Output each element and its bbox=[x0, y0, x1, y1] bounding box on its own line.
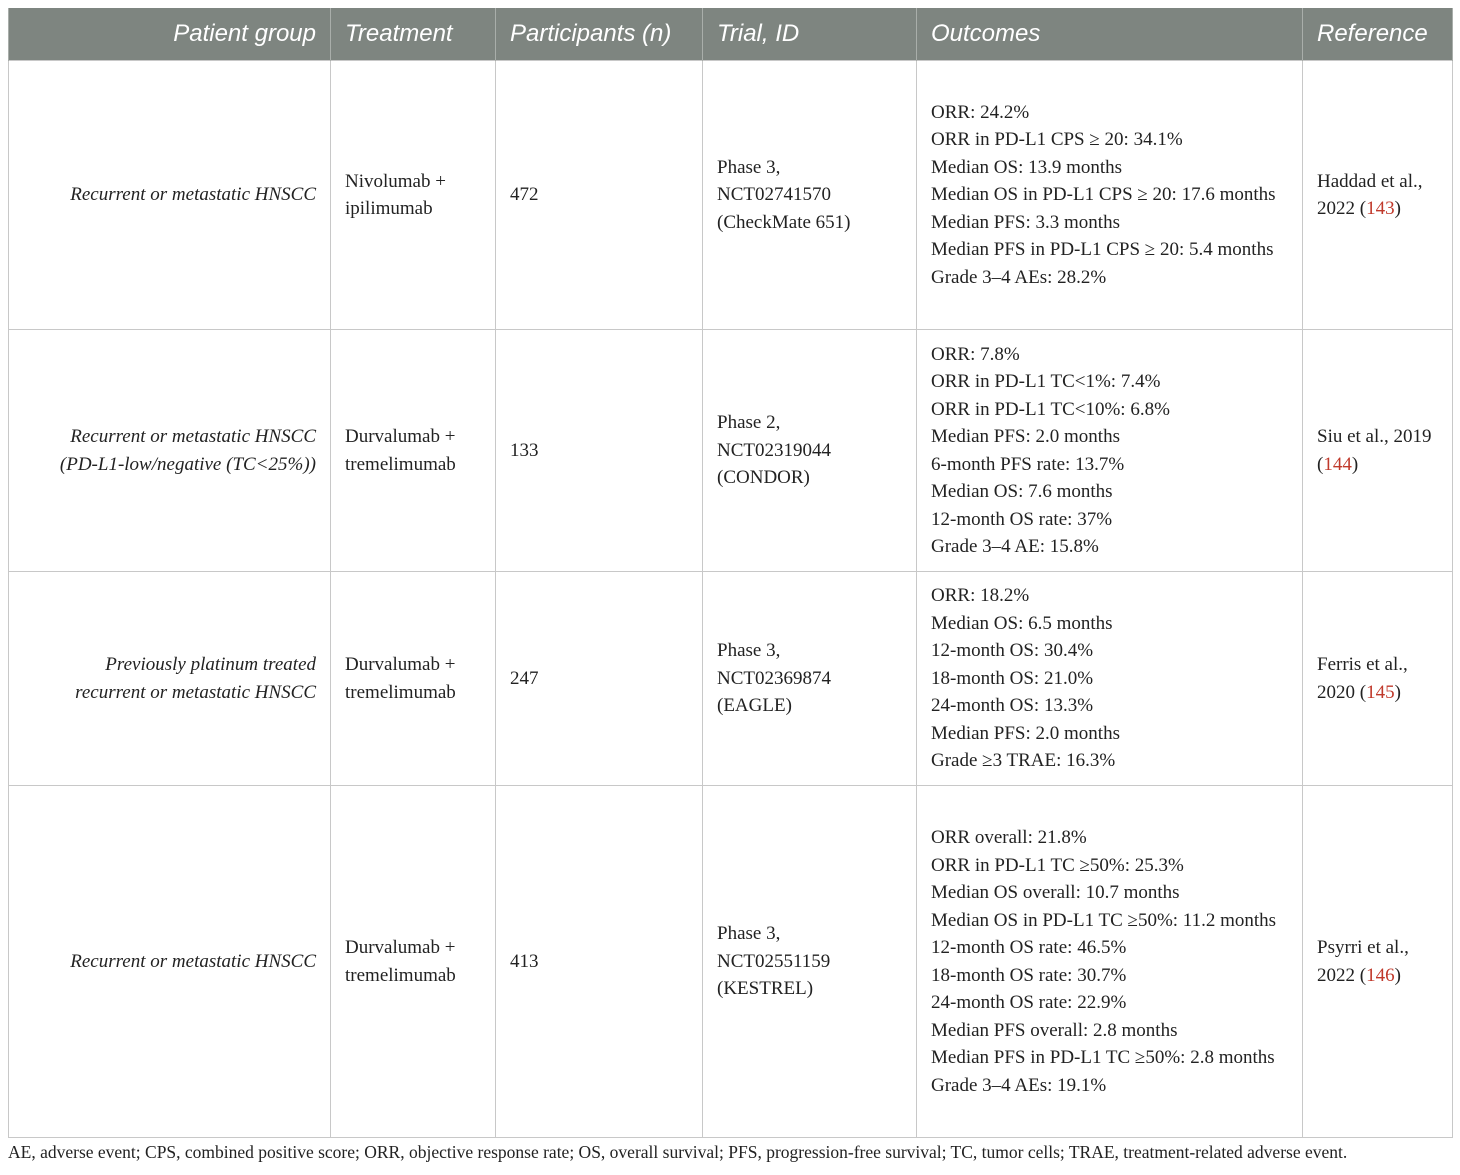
patient-group-cell bbox=[9, 572, 331, 786]
outcome-item bbox=[931, 665, 1288, 693]
reference-text: Psyrri et al., 2022 ( bbox=[1317, 937, 1409, 986]
outcome-item bbox=[931, 451, 1288, 479]
reference-link[interactable]: 143 bbox=[1366, 198, 1395, 219]
trial-cell-line: NCT02369874 bbox=[717, 667, 831, 689]
outcome-label: 18-month OS rate: bbox=[931, 964, 1073, 986]
outcome-item bbox=[931, 1072, 1288, 1100]
outcome-item bbox=[931, 824, 1288, 852]
outcome-label: Median OS: bbox=[931, 156, 1024, 178]
outcome-label: ORR in PD-L1 CPS ≥ 20: bbox=[931, 129, 1129, 151]
treatment-cell bbox=[331, 61, 496, 330]
outcome-item bbox=[931, 582, 1288, 610]
outcome-label: Median OS in PD-L1 CPS ≥ 20: bbox=[931, 184, 1177, 206]
table-row bbox=[9, 572, 1453, 786]
header-participants: Participants (n) bbox=[496, 8, 703, 61]
outcome-value: 7.8% bbox=[975, 343, 1020, 365]
outcome-label: ORR: bbox=[931, 585, 976, 607]
trial-cell-line: NCT02319044 bbox=[717, 439, 831, 461]
treatment-cell-line: tremelimumab bbox=[345, 681, 456, 703]
outcome-value: 5.4 months bbox=[1184, 239, 1274, 261]
outcome-label: Median OS in PD-L1 TC ≥50%: bbox=[931, 909, 1179, 931]
outcome-value: 46.5% bbox=[1072, 937, 1127, 958]
table-row bbox=[9, 61, 1453, 330]
outcome-label: Median OS overall: bbox=[931, 882, 1081, 903]
outcome-label: Median PFS in PD-L1 TC ≥50%: bbox=[931, 1047, 1186, 1068]
outcome-item bbox=[931, 478, 1288, 506]
outcome-item bbox=[931, 209, 1288, 237]
treatment-cell-line: ipilimumab bbox=[345, 198, 433, 219]
outcome-item bbox=[931, 506, 1288, 534]
reference-cell bbox=[1303, 572, 1453, 786]
outcome-value: 15.8% bbox=[1044, 536, 1099, 557]
patient-group-cell-line: Recurrent or metastatic HNSCC bbox=[70, 950, 316, 972]
outcome-label: 24-month OS: bbox=[931, 695, 1040, 717]
outcome-label: 12-month OS rate: bbox=[931, 937, 1073, 958]
outcome-value: 25.3% bbox=[1130, 854, 1184, 876]
outcome-label: Median PFS: bbox=[931, 426, 1031, 447]
outcome-value: 18.2% bbox=[975, 585, 1030, 607]
outcome-value: 3.3 months bbox=[1030, 211, 1120, 233]
outcome-item bbox=[931, 368, 1288, 396]
outcome-item bbox=[931, 907, 1288, 935]
trial-cell bbox=[703, 786, 917, 1138]
treatment-cell bbox=[331, 786, 496, 1138]
outcome-item bbox=[931, 126, 1288, 154]
reference-close: ) bbox=[1394, 681, 1401, 703]
outcomes-cell bbox=[917, 330, 1303, 572]
trials-table bbox=[8, 8, 1453, 1138]
participants-cell: 472 bbox=[496, 61, 703, 330]
outcome-value: 2.0 months bbox=[1030, 426, 1120, 447]
table-header-row bbox=[9, 8, 1453, 61]
trial-cell bbox=[703, 61, 917, 330]
outcome-value: 21.0% bbox=[1039, 667, 1094, 689]
trial-cell-line: (CheckMate 651) bbox=[717, 211, 851, 233]
trial-cell-line: (EAGLE) bbox=[717, 695, 792, 717]
outcome-label: ORR in PD-L1 TC<10%: bbox=[931, 398, 1126, 420]
patient-group-cell-line: (PD-L1-low/negative (TC<25%)) bbox=[59, 453, 316, 475]
outcome-value: 28.2% bbox=[1052, 266, 1107, 288]
outcome-value: 16.3% bbox=[1061, 750, 1116, 772]
header-trial-id: Trial, ID bbox=[703, 8, 917, 61]
table-footnote: AE, adverse event; CPS, combined positive score; ORR, objective response rate; OS, overall survival; PFS, progression-free survival; TC, tumor cells; TRAE, treatment-related adverse event. bbox=[8, 1142, 1348, 1162]
outcome-label: Median OS: bbox=[931, 481, 1024, 502]
header-treatment: Treatment bbox=[331, 8, 496, 61]
outcome-item bbox=[931, 533, 1288, 561]
participants-cell: 133 bbox=[496, 330, 703, 572]
reference-text: Ferris et al., 2020 ( bbox=[1317, 654, 1408, 703]
treatment-cell bbox=[331, 572, 496, 786]
header-reference: Reference bbox=[1303, 8, 1453, 61]
outcome-label: ORR: bbox=[931, 343, 976, 365]
outcome-item bbox=[931, 852, 1288, 880]
reference-link[interactable]: 144 bbox=[1323, 453, 1352, 475]
outcome-item bbox=[931, 154, 1288, 182]
trial-cell-line: Phase 3, bbox=[717, 640, 781, 662]
treatment-cell-line: Durvalumab + bbox=[345, 937, 456, 958]
outcome-item bbox=[931, 396, 1288, 424]
reference-close: ) bbox=[1351, 453, 1359, 475]
outcome-item bbox=[931, 610, 1288, 638]
outcome-value: 13.7% bbox=[1070, 453, 1125, 475]
outcome-item bbox=[931, 747, 1288, 775]
outcome-item bbox=[931, 720, 1288, 748]
outcome-value: 30.4% bbox=[1039, 640, 1094, 662]
reference-text: Haddad et al., 2022 ( bbox=[1317, 170, 1423, 219]
patient-group-cell-line: Recurrent or metastatic HNSCC bbox=[70, 426, 316, 447]
trial-cell-line: Phase 3, bbox=[717, 923, 781, 945]
reference-cell bbox=[1303, 786, 1453, 1138]
outcome-label: 12-month OS: bbox=[931, 640, 1040, 662]
outcome-value: 13.9 months bbox=[1023, 156, 1123, 178]
patient-group-cell-line: recurrent or metastatic HNSCC bbox=[75, 681, 316, 703]
table-row bbox=[9, 330, 1453, 572]
outcome-item bbox=[931, 989, 1288, 1017]
treatment-cell-line: Durvalumab + bbox=[345, 654, 456, 675]
outcome-item bbox=[931, 934, 1288, 962]
treatment-cell bbox=[331, 330, 496, 572]
outcome-label: Grade 3–4 AE: bbox=[931, 536, 1045, 557]
outcome-label: 12-month OS rate: bbox=[931, 508, 1073, 530]
outcome-value: 34.1% bbox=[1128, 129, 1183, 151]
trial-cell bbox=[703, 572, 917, 786]
treatment-cell-line: Durvalumab + bbox=[345, 426, 456, 447]
outcome-item bbox=[931, 181, 1288, 209]
outcome-label: ORR in PD-L1 TC ≥50%: bbox=[931, 854, 1131, 876]
reference-text: Siu et al., 2019 ( bbox=[1317, 426, 1432, 475]
participants-cell: 247 bbox=[496, 572, 703, 786]
patient-group-cell-line: Recurrent or metastatic HNSCC bbox=[70, 184, 316, 206]
outcome-label: 6-month PFS rate: bbox=[931, 453, 1071, 475]
outcome-value: 11.2 months bbox=[1178, 909, 1277, 931]
outcome-label: Median PFS: bbox=[931, 211, 1031, 233]
outcome-item bbox=[931, 879, 1288, 907]
reference-cell bbox=[1303, 330, 1453, 572]
patient-group-cell bbox=[9, 786, 331, 1138]
outcome-label: ORR: bbox=[931, 101, 976, 123]
outcome-value: 19.1% bbox=[1052, 1074, 1107, 1096]
outcome-value: 13.3% bbox=[1039, 695, 1094, 717]
trial-cell-line: (KESTREL) bbox=[717, 978, 814, 1000]
outcome-value: 24.2% bbox=[975, 101, 1030, 123]
outcome-label: Grade ≥3 TRAE: bbox=[931, 750, 1062, 772]
outcome-value: 30.7% bbox=[1072, 964, 1127, 986]
reference-close: ) bbox=[1394, 198, 1401, 219]
outcome-label: 18-month OS: bbox=[931, 667, 1040, 689]
trial-cell-line: Phase 2, bbox=[717, 412, 781, 434]
outcome-label: ORR in PD-L1 TC<1%: bbox=[931, 371, 1117, 392]
trial-cell-line: NCT02551159 bbox=[717, 950, 831, 972]
outcome-value: 6.8% bbox=[1125, 398, 1170, 420]
outcome-label: Median PFS overall: bbox=[931, 1019, 1089, 1041]
outcomes-cell bbox=[917, 61, 1303, 330]
outcome-label: Median OS: bbox=[931, 612, 1024, 634]
outcome-value: 7.4% bbox=[1116, 371, 1161, 392]
outcome-value: 2.8 months bbox=[1185, 1047, 1275, 1068]
participants-cell: 413 bbox=[496, 786, 703, 1138]
outcome-item bbox=[931, 1044, 1288, 1072]
outcome-value: 10.7 months bbox=[1080, 882, 1180, 903]
outcome-value: 6.5 months bbox=[1023, 612, 1113, 634]
treatment-cell-line: Nivolumab + bbox=[345, 170, 446, 192]
outcome-label: Grade 3–4 AEs: bbox=[931, 266, 1053, 288]
outcome-label: ORR overall: bbox=[931, 827, 1033, 848]
trial-cell bbox=[703, 330, 917, 572]
outcome-label: Median PFS in PD-L1 CPS ≥ 20: bbox=[931, 239, 1185, 261]
outcome-item bbox=[931, 1017, 1288, 1045]
reference-cell bbox=[1303, 61, 1453, 330]
patient-group-cell-line: Previously platinum treated bbox=[105, 654, 316, 675]
outcome-label: Grade 3–4 AEs: bbox=[931, 1074, 1053, 1096]
outcome-item bbox=[931, 962, 1288, 990]
trial-cell-line: (CONDOR) bbox=[717, 467, 810, 489]
trial-cell-line: Phase 3, bbox=[717, 156, 781, 178]
reference-link[interactable]: 145 bbox=[1366, 681, 1395, 703]
trial-cell-line: NCT02741570 bbox=[717, 184, 831, 206]
outcome-item bbox=[931, 99, 1288, 127]
reference-close: ) bbox=[1394, 964, 1401, 986]
outcome-value: 22.9% bbox=[1072, 992, 1127, 1013]
outcome-value: 37% bbox=[1072, 508, 1113, 530]
outcome-value: 2.8 months bbox=[1088, 1019, 1178, 1041]
outcome-label: Median PFS: bbox=[931, 722, 1031, 744]
patient-group-cell bbox=[9, 61, 331, 330]
outcome-value: 17.6 months bbox=[1176, 184, 1276, 206]
header-patient-group: Patient group bbox=[9, 8, 331, 61]
outcome-item bbox=[931, 692, 1288, 720]
outcome-label: 24-month OS rate: bbox=[931, 992, 1073, 1013]
outcomes-cell bbox=[917, 572, 1303, 786]
outcome-item bbox=[931, 341, 1288, 369]
outcomes-cell bbox=[917, 786, 1303, 1138]
header-outcomes: Outcomes bbox=[917, 8, 1303, 61]
outcome-item bbox=[931, 264, 1288, 292]
outcome-item bbox=[931, 637, 1288, 665]
outcome-value: 2.0 months bbox=[1030, 722, 1120, 744]
outcome-value: 21.8% bbox=[1032, 827, 1087, 848]
treatment-cell-line: tremelimumab bbox=[345, 964, 456, 986]
reference-link[interactable]: 146 bbox=[1366, 964, 1395, 986]
patient-group-cell bbox=[9, 330, 331, 572]
table-row bbox=[9, 786, 1453, 1138]
treatment-cell-line: tremelimumab bbox=[345, 453, 456, 475]
outcome-value: 7.6 months bbox=[1023, 481, 1113, 502]
outcome-item bbox=[931, 423, 1288, 451]
outcome-item bbox=[931, 236, 1288, 264]
